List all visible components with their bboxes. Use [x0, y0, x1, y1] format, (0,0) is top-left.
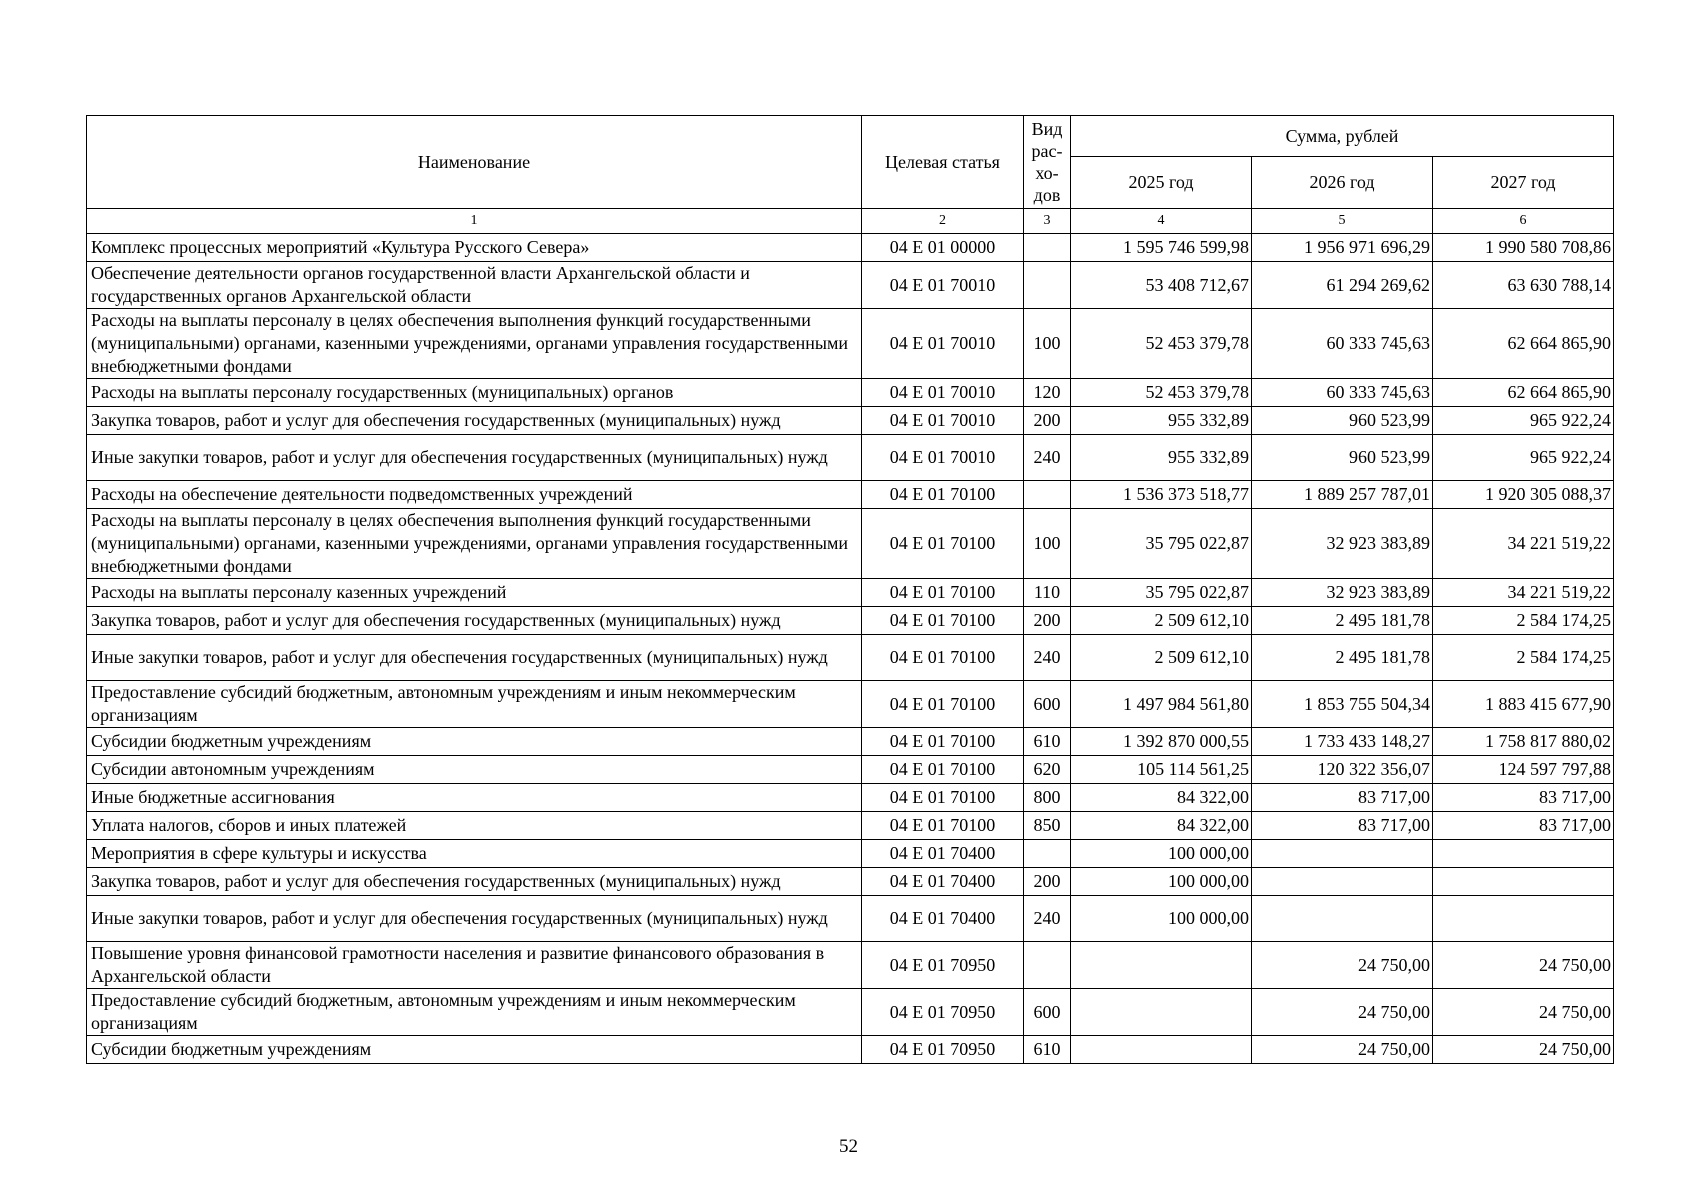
- row-expense-type: 240: [1024, 435, 1071, 481]
- row-sum-2027: 34 221 519,22: [1433, 579, 1614, 607]
- row-expense-type: [1024, 942, 1071, 989]
- row-target-article: 04 Е 01 70010: [862, 262, 1024, 309]
- table-row: [87, 379, 1614, 407]
- row-name: Иные бюджетные ассигнования: [87, 784, 862, 812]
- row-sum-2026: 960 523,99: [1252, 407, 1433, 435]
- table-row: [87, 756, 1614, 784]
- table-row: [87, 579, 1614, 607]
- table-row: [87, 262, 1614, 309]
- row-name: Расходы на выплаты персоналу государственных (муниципальных) органов: [87, 379, 862, 407]
- row-sum-2025: 2 509 612,10: [1071, 635, 1252, 681]
- row-name: Повышение уровня финансовой грамотности населения и развитие финансового образования в Архангельской области: [87, 942, 862, 989]
- row-expense-type: [1024, 262, 1071, 309]
- row-sum-2025: 100 000,00: [1071, 840, 1252, 868]
- table-row: [87, 607, 1614, 635]
- row-sum-2025: 2 509 612,10: [1071, 607, 1252, 635]
- row-sum-2027: 1 883 415 677,90: [1433, 681, 1614, 728]
- row-sum-2026: 61 294 269,62: [1252, 262, 1433, 309]
- row-target-article: 04 Е 01 70100: [862, 481, 1024, 509]
- column-number: 6: [1433, 209, 1614, 234]
- table-row: [87, 407, 1614, 435]
- row-name: Закупка товаров, работ и услуг для обеспечения государственных (муниципальных) нужд: [87, 607, 862, 635]
- row-expense-type: 620: [1024, 756, 1071, 784]
- header-expense-type: [1024, 116, 1071, 209]
- row-sum-2025: [1071, 1036, 1252, 1064]
- page-number: 52: [839, 1136, 858, 1157]
- row-sum-2026: 24 750,00: [1252, 989, 1433, 1036]
- row-target-article: 04 Е 01 70010: [862, 379, 1024, 407]
- row-expense-type: 200: [1024, 868, 1071, 896]
- row-target-article: 04 Е 01 70100: [862, 681, 1024, 728]
- row-target-article: 04 Е 01 70100: [862, 812, 1024, 840]
- row-sum-2026: 2 495 181,78: [1252, 607, 1433, 635]
- row-sum-2025: 84 322,00: [1071, 812, 1252, 840]
- header-year-2026: 2026 год: [1252, 157, 1433, 209]
- row-expense-type: [1024, 234, 1071, 262]
- row-name: Субсидии бюджетным учреждениям: [87, 728, 862, 756]
- row-expense-type: 100: [1024, 509, 1071, 579]
- row-name: Субсидии бюджетным учреждениям: [87, 1036, 862, 1064]
- row-name: Мероприятия в сфере культуры и искусства: [87, 840, 862, 868]
- row-sum-2026: 60 333 745,63: [1252, 379, 1433, 407]
- row-sum-2026: 1 889 257 787,01: [1252, 481, 1433, 509]
- row-expense-type: 240: [1024, 896, 1071, 942]
- row-target-article: 04 Е 01 70100: [862, 579, 1024, 607]
- row-target-article: 04 Е 01 70010: [862, 407, 1024, 435]
- column-number: 3: [1024, 209, 1071, 234]
- row-expense-type: 610: [1024, 1036, 1071, 1064]
- row-target-article: 04 Е 01 70100: [862, 784, 1024, 812]
- row-sum-2025: 105 114 561,25: [1071, 756, 1252, 784]
- row-sum-2025: 52 453 379,78: [1071, 309, 1252, 379]
- row-sum-2026: 1 956 971 696,29: [1252, 234, 1433, 262]
- row-sum-2027: 24 750,00: [1433, 942, 1614, 989]
- row-sum-2025: 1 392 870 000,55: [1071, 728, 1252, 756]
- row-sum-2027: 2 584 174,25: [1433, 607, 1614, 635]
- row-sum-2027: 62 664 865,90: [1433, 379, 1614, 407]
- row-sum-2025: 35 795 022,87: [1071, 509, 1252, 579]
- table-row: [87, 728, 1614, 756]
- row-expense-type: 600: [1024, 681, 1071, 728]
- row-name: Иные закупки товаров, работ и услуг для обеспечения государственных (муниципальных) нужд: [87, 435, 862, 481]
- row-sum-2027: 24 750,00: [1433, 1036, 1614, 1064]
- row-expense-type: 200: [1024, 607, 1071, 635]
- row-name: Уплата налогов, сборов и иных платежей: [87, 812, 862, 840]
- row-name: Расходы на выплаты персоналу в целях обеспечения выполнения функций государственными (муниципальными) органами, казенными учреждениями, органами управления государственными внебюджетными фондами: [87, 309, 862, 379]
- row-target-article: 04 Е 01 70950: [862, 989, 1024, 1036]
- table-row: [87, 509, 1614, 579]
- row-sum-2027: 62 664 865,90: [1433, 309, 1614, 379]
- row-sum-2027: 1 758 817 880,02: [1433, 728, 1614, 756]
- row-expense-type: [1024, 481, 1071, 509]
- header-year-2027: 2027 год: [1433, 157, 1614, 209]
- row-sum-2026: 32 923 383,89: [1252, 509, 1433, 579]
- row-expense-type: 120: [1024, 379, 1071, 407]
- row-expense-type: 850: [1024, 812, 1071, 840]
- row-sum-2027: [1433, 896, 1614, 942]
- table-row: [87, 1036, 1614, 1064]
- row-sum-2025: [1071, 942, 1252, 989]
- column-number: 1: [87, 209, 862, 234]
- row-name: Закупка товаров, работ и услуг для обеспечения государственных (муниципальных) нужд: [87, 407, 862, 435]
- header-expense-type-line: рас-: [1031, 141, 1063, 161]
- table-row: [87, 681, 1614, 728]
- row-sum-2025: [1071, 989, 1252, 1036]
- row-target-article: 04 Е 01 70400: [862, 868, 1024, 896]
- row-sum-2026: 2 495 181,78: [1252, 635, 1433, 681]
- row-sum-2026: 120 322 356,07: [1252, 756, 1433, 784]
- row-sum-2026: 24 750,00: [1252, 942, 1433, 989]
- table-row: [87, 942, 1614, 989]
- row-expense-type: 600: [1024, 989, 1071, 1036]
- column-number: 5: [1252, 209, 1433, 234]
- row-name: Иные закупки товаров, работ и услуг для обеспечения государственных (муниципальных) нужд: [87, 896, 862, 942]
- row-target-article: 04 Е 01 70400: [862, 840, 1024, 868]
- row-expense-type: 610: [1024, 728, 1071, 756]
- row-sum-2027: 2 584 174,25: [1433, 635, 1614, 681]
- row-name: Расходы на обеспечение деятельности подведомственных учреждений: [87, 481, 862, 509]
- row-sum-2027: 1 990 580 708,86: [1433, 234, 1614, 262]
- row-sum-2025: 1 595 746 599,98: [1071, 234, 1252, 262]
- row-sum-2026: 1 853 755 504,34: [1252, 681, 1433, 728]
- row-sum-2025: 35 795 022,87: [1071, 579, 1252, 607]
- column-number: 2: [862, 209, 1024, 234]
- row-sum-2027: 83 717,00: [1433, 784, 1614, 812]
- row-expense-type: 200: [1024, 407, 1071, 435]
- row-sum-2027: 24 750,00: [1433, 989, 1614, 1036]
- row-sum-2025: 1 497 984 561,80: [1071, 681, 1252, 728]
- row-target-article: 04 Е 01 70100: [862, 728, 1024, 756]
- row-name: Предоставление субсидий бюджетным, автономным учреждениям и иным некоммерческим организациям: [87, 681, 862, 728]
- row-sum-2027: 1 920 305 088,37: [1433, 481, 1614, 509]
- row-target-article: 04 Е 01 70100: [862, 607, 1024, 635]
- row-name: Расходы на выплаты персоналу казенных учреждений: [87, 579, 862, 607]
- row-sum-2026: 83 717,00: [1252, 784, 1433, 812]
- header-name: Наименование: [87, 116, 862, 209]
- row-target-article: 04 Е 01 70010: [862, 435, 1024, 481]
- budget-table: [86, 115, 1614, 1064]
- row-name: Расходы на выплаты персоналу в целях обеспечения выполнения функций государственными (муниципальными) органами, казенными учреждениями, органами управления государственными внебюджетными фондами: [87, 509, 862, 579]
- row-expense-type: 240: [1024, 635, 1071, 681]
- table-row: [87, 840, 1614, 868]
- header-expense-type-line: Вид: [1031, 119, 1063, 139]
- row-sum-2026: 60 333 745,63: [1252, 309, 1433, 379]
- row-sum-2025: 100 000,00: [1071, 896, 1252, 942]
- row-sum-2027: [1433, 840, 1614, 868]
- row-target-article: 04 Е 01 00000: [862, 234, 1024, 262]
- row-target-article: 04 Е 01 70950: [862, 1036, 1024, 1064]
- table-row: [87, 635, 1614, 681]
- table-row: [87, 784, 1614, 812]
- row-target-article: 04 Е 01 70100: [862, 756, 1024, 784]
- row-expense-type: 110: [1024, 579, 1071, 607]
- header-expense-type-line: дов: [1033, 185, 1061, 205]
- row-target-article: 04 Е 01 70950: [862, 942, 1024, 989]
- row-sum-2026: 32 923 383,89: [1252, 579, 1433, 607]
- row-sum-2027: 965 922,24: [1433, 435, 1614, 481]
- header-year-2025: 2025 год: [1071, 157, 1252, 209]
- row-sum-2025: 84 322,00: [1071, 784, 1252, 812]
- header-target-article: Целевая статья: [862, 116, 1024, 209]
- header-expense-type-line: хо-: [1035, 163, 1059, 183]
- row-name: Закупка товаров, работ и услуг для обеспечения государственных (муниципальных) нужд: [87, 868, 862, 896]
- row-sum-2026: 1 733 433 148,27: [1252, 728, 1433, 756]
- row-sum-2025: 100 000,00: [1071, 868, 1252, 896]
- row-name: Комплекс процессных мероприятий «Культура Русского Севера»: [87, 234, 862, 262]
- row-sum-2027: [1433, 868, 1614, 896]
- row-sum-2026: [1252, 896, 1433, 942]
- table-row: [87, 989, 1614, 1036]
- header-sum: Сумма, рублей: [1071, 116, 1614, 157]
- row-sum-2027: 124 597 797,88: [1433, 756, 1614, 784]
- table-row: [87, 812, 1614, 840]
- row-sum-2025: 1 536 373 518,77: [1071, 481, 1252, 509]
- row-expense-type: 800: [1024, 784, 1071, 812]
- table-row: [87, 309, 1614, 379]
- table-row: [87, 896, 1614, 942]
- row-sum-2026: [1252, 868, 1433, 896]
- row-target-article: 04 Е 01 70010: [862, 309, 1024, 379]
- column-number: 4: [1071, 209, 1252, 234]
- row-sum-2026: [1252, 840, 1433, 868]
- row-sum-2025: 52 453 379,78: [1071, 379, 1252, 407]
- row-expense-type: [1024, 840, 1071, 868]
- row-name: Обеспечение деятельности органов государственной власти Архангельской области и государственных органов Архангельской области: [87, 262, 862, 309]
- row-sum-2027: 63 630 788,14: [1433, 262, 1614, 309]
- row-sum-2025: 53 408 712,67: [1071, 262, 1252, 309]
- table-row: [87, 868, 1614, 896]
- table-row: [87, 435, 1614, 481]
- table-row: [87, 234, 1614, 262]
- row-target-article: 04 Е 01 70100: [862, 635, 1024, 681]
- row-name: Предоставление субсидий бюджетным, автономным учреждениям и иным некоммерческим организациям: [87, 989, 862, 1036]
- row-sum-2026: 960 523,99: [1252, 435, 1433, 481]
- table-row: [87, 481, 1614, 509]
- row-sum-2027: 965 922,24: [1433, 407, 1614, 435]
- row-name: Иные закупки товаров, работ и услуг для обеспечения государственных (муниципальных) нужд: [87, 635, 862, 681]
- row-name: Субсидии автономным учреждениям: [87, 756, 862, 784]
- row-target-article: 04 Е 01 70400: [862, 896, 1024, 942]
- row-expense-type: 100: [1024, 309, 1071, 379]
- row-sum-2026: 24 750,00: [1252, 1036, 1433, 1064]
- row-sum-2025: 955 332,89: [1071, 407, 1252, 435]
- row-sum-2026: 83 717,00: [1252, 812, 1433, 840]
- row-sum-2027: 83 717,00: [1433, 812, 1614, 840]
- row-target-article: 04 Е 01 70100: [862, 509, 1024, 579]
- row-sum-2027: 34 221 519,22: [1433, 509, 1614, 579]
- row-sum-2025: 955 332,89: [1071, 435, 1252, 481]
- table-body: [87, 234, 1614, 1064]
